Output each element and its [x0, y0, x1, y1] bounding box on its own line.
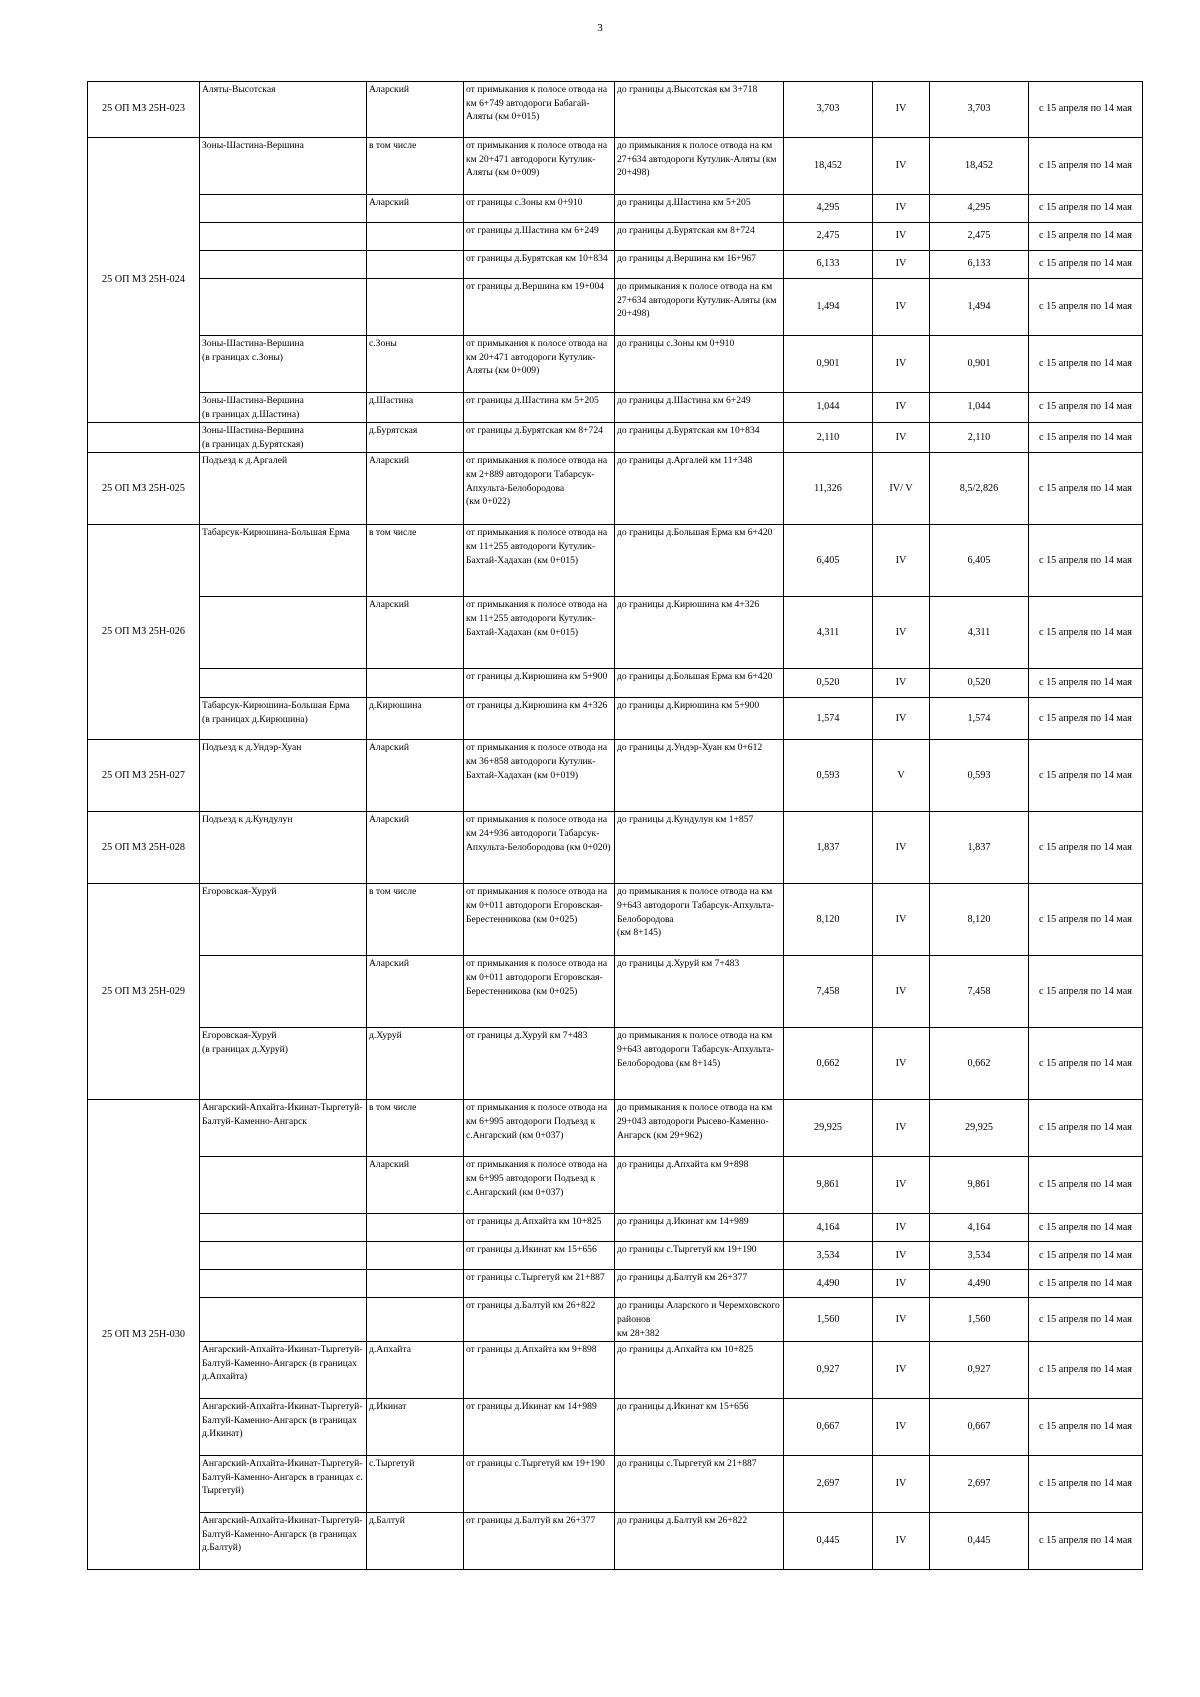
restricted-length-cell: 4,490: [930, 1270, 1029, 1298]
table-row: [88, 453, 1143, 525]
section-start-cell: от границы д.Апхайта км 9+898: [464, 1342, 615, 1399]
section-start-cell: от примыкания к полосе отвода на км 0+011 автодороги Егоровская-Берестенникова (км 0+025): [464, 956, 615, 1028]
period-cell: с 15 апреля по 14 мая: [1029, 1456, 1143, 1513]
period-cell: с 15 апреля по 14 мая: [1029, 1214, 1143, 1242]
section-end-cell: до границы д.Аргалей км 11+348: [615, 453, 784, 525]
table-row: [88, 393, 1143, 423]
area-cell: Аларский: [367, 195, 464, 223]
section-start-cell: от примыкания к полосе отвода на км 11+255 автодороги Кутулик-Бахтай-Хадахан (км 0+015): [464, 597, 615, 669]
category-cell: IV: [873, 1399, 930, 1456]
table-row: [88, 1342, 1143, 1399]
restricted-length-cell: 1,044: [930, 393, 1029, 423]
area-cell: в том числе: [367, 138, 464, 195]
length-cell: 1,494: [784, 279, 873, 336]
road-name-cell: Аляты-Высотская: [200, 82, 367, 138]
length-cell: 9,861: [784, 1157, 873, 1214]
period-cell: с 15 апреля по 14 мая: [1029, 812, 1143, 884]
category-cell: IV: [873, 393, 930, 423]
section-end-cell: до границы Аларского и Черемховского районов км 28+382: [615, 1298, 784, 1342]
section-start-cell: от примыкания к полосе отвода на км 2+889 автодороги Табарсук-Апхульта-Белобородова (км 0+022): [464, 453, 615, 525]
road-name-cell: Ангарский-Апхайта-Икинат-Тыргетуй-Балтуй-Каменно-Ангарск (в границах д.Икинат): [200, 1399, 367, 1456]
section-end-cell: до границы д.Шастина км 6+249: [615, 393, 784, 423]
section-start-cell: от границы д.Кирюшина км 5+900: [464, 669, 615, 698]
section-start-cell: от границы д.Балтуй км 26+822: [464, 1298, 615, 1342]
length-cell: 1,560: [784, 1298, 873, 1342]
length-cell: 4,311: [784, 597, 873, 669]
area-cell: с.Тыргетуй: [367, 1456, 464, 1513]
section-end-cell: до границы д.Икинат км 15+656: [615, 1399, 784, 1456]
area-cell: д.Шастина: [367, 393, 464, 423]
section-end-cell: до границы д.Большая Ерма км 6+420: [615, 669, 784, 698]
category-cell: IV: [873, 1214, 930, 1242]
section-end-cell: до границы д.Шастина км 5+205: [615, 195, 784, 223]
period-cell: с 15 апреля по 14 мая: [1029, 597, 1143, 669]
length-cell: 0,667: [784, 1399, 873, 1456]
length-cell: 2,475: [784, 223, 873, 251]
length-cell: 29,925: [784, 1100, 873, 1157]
restricted-length-cell: 0,901: [930, 336, 1029, 393]
period-cell: с 15 апреля по 14 мая: [1029, 884, 1143, 956]
category-cell: IV: [873, 884, 930, 956]
period-cell: с 15 апреля по 14 мая: [1029, 453, 1143, 525]
area-cell: д.Икинат: [367, 1399, 464, 1456]
road-name-cell: [200, 956, 367, 1028]
period-cell: с 15 апреля по 14 мая: [1029, 1399, 1143, 1456]
period-cell: с 15 апреля по 14 мая: [1029, 956, 1143, 1028]
table-row: [88, 1028, 1143, 1100]
restricted-length-cell: 3,534: [930, 1242, 1029, 1270]
period-cell: с 15 апреля по 14 мая: [1029, 1100, 1143, 1157]
length-cell: 1,574: [784, 698, 873, 740]
restricted-length-cell: 18,452: [930, 138, 1029, 195]
restricted-length-cell: 6,405: [930, 525, 1029, 597]
section-start-cell: от границы д.Хуруй км 7+483: [464, 1028, 615, 1100]
table-row: [88, 1298, 1143, 1342]
restricted-length-cell: 2,475: [930, 223, 1029, 251]
category-cell: IV: [873, 1157, 930, 1214]
table-row: [88, 138, 1143, 195]
road-name-cell: Егоровская-Хуруй: [200, 884, 367, 956]
section-start-cell: от границы д.Бурятская км 8+724: [464, 423, 615, 453]
road-name-cell: Зоны-Шастина-Вершина (в границах с.Зоны): [200, 336, 367, 393]
period-cell: с 15 апреля по 14 мая: [1029, 251, 1143, 279]
length-cell: 0,520: [784, 669, 873, 698]
page-number: 3: [597, 22, 603, 34]
section-end-cell: до границы д.Кирюшина км 5+900: [615, 698, 784, 740]
period-cell: с 15 апреля по 14 мая: [1029, 669, 1143, 698]
road-name-cell: Егоровская-Хуруй (в границах д.Хуруй): [200, 1028, 367, 1100]
road-name-cell: [200, 195, 367, 223]
category-cell: IV: [873, 812, 930, 884]
table-row: [88, 525, 1143, 597]
restricted-length-cell: 1,560: [930, 1298, 1029, 1342]
length-cell: 7,458: [784, 956, 873, 1028]
category-cell: IV: [873, 1028, 930, 1100]
table-row: [88, 669, 1143, 698]
restricted-length-cell: 0,445: [930, 1513, 1029, 1570]
length-cell: 1,837: [784, 812, 873, 884]
section-start-cell: от примыкания к полосе отвода на км 6+995 автодороги Подъезд к с.Ангарский (км 0+037): [464, 1157, 615, 1214]
table-row: [88, 1100, 1143, 1157]
road-name-cell: [200, 597, 367, 669]
road-name-cell: Зоны-Шастина-Вершина: [200, 138, 367, 195]
period-cell: с 15 апреля по 14 мая: [1029, 1270, 1143, 1298]
category-cell: IV/ V: [873, 453, 930, 525]
table-row: [88, 740, 1143, 812]
category-cell: IV: [873, 279, 930, 336]
category-cell: IV: [873, 1270, 930, 1298]
area-cell: Аларский: [367, 82, 464, 138]
road-name-cell: Ангарский-Апхайта-Икинат-Тыргетуй-Балтуй-Каменно-Ангарск: [200, 1100, 367, 1157]
restricted-length-cell: 0,927: [930, 1342, 1029, 1399]
length-cell: 0,662: [784, 1028, 873, 1100]
section-start-cell: от примыкания к полосе отвода на км 6+995 автодороги Подъезд к с.Ангарский (км 0+037): [464, 1100, 615, 1157]
road-name-cell: Ангарский-Апхайта-Икинат-Тыргетуй-Балтуй-Каменно-Ангарск (в границах д.Балтуй): [200, 1513, 367, 1570]
category-cell: IV: [873, 1298, 930, 1342]
period-cell: с 15 апреля по 14 мая: [1029, 740, 1143, 812]
table-row: [88, 1214, 1143, 1242]
section-end-cell: до границы д.Бурятская км 8+724: [615, 223, 784, 251]
road-name-cell: Зоны-Шастина-Вершина (в границах д.Шастина): [200, 393, 367, 423]
section-start-cell: от границы д.Шастина км 6+249: [464, 223, 615, 251]
road-number-cell: 25 ОП МЗ 25Н-025: [88, 453, 200, 525]
section-start-cell: от границы д.Бурятская км 10+834: [464, 251, 615, 279]
period-cell: с 15 апреля по 14 мая: [1029, 1342, 1143, 1399]
road-name-cell: [200, 1242, 367, 1270]
road-name-cell: [200, 251, 367, 279]
section-end-cell: до границы д.Большая Ерма км 6+420: [615, 525, 784, 597]
road-name-cell: Ангарский-Апхайта-Икинат-Тыргетуй-Балтуй-Каменно-Ангарск в границах с. Тыргетуй): [200, 1456, 367, 1513]
area-cell: [367, 669, 464, 698]
category-cell: IV: [873, 1513, 930, 1570]
section-start-cell: от границы с.Тыргетуй км 21+887: [464, 1270, 615, 1298]
restricted-length-cell: 4,164: [930, 1214, 1029, 1242]
section-end-cell: до границы д.Апхайта км 9+898: [615, 1157, 784, 1214]
length-cell: 6,133: [784, 251, 873, 279]
area-cell: Аларский: [367, 453, 464, 525]
table-row: [88, 223, 1143, 251]
category-cell: IV: [873, 251, 930, 279]
category-cell: IV: [873, 1242, 930, 1270]
road-name-cell: Подъезд к д.Кундулун: [200, 812, 367, 884]
table-row: [88, 1157, 1143, 1214]
section-start-cell: от примыкания к полосе отвода на км 6+749 автодороги Бабагай-Аляты (км 0+015): [464, 82, 615, 138]
table-row: [88, 884, 1143, 956]
road-name-cell: Табарсук-Кирюшина-Большая Ерма: [200, 525, 367, 597]
category-cell: IV: [873, 1100, 930, 1157]
road-number-cell: 25 ОП МЗ 25Н-026: [88, 525, 200, 740]
section-end-cell: до границы д.Кундулун км 1+857: [615, 812, 784, 884]
section-end-cell: до границы д.Кирюшина км 4+326: [615, 597, 784, 669]
period-cell: с 15 апреля по 14 мая: [1029, 393, 1143, 423]
area-cell: в том числе: [367, 1100, 464, 1157]
category-cell: IV: [873, 223, 930, 251]
section-start-cell: от примыкания к полосе отвода на км 20+471 автодороги Кутулик-Аляты (км 0+009): [464, 336, 615, 393]
section-end-cell: до границы с.Зоны км 0+910: [615, 336, 784, 393]
section-end-cell: до границы д.Апхайта км 10+825: [615, 1342, 784, 1399]
table-row: [88, 1513, 1143, 1570]
section-start-cell: от примыкания к полосе отвода на км 20+471 автодороги Кутулик-Аляты (км 0+009): [464, 138, 615, 195]
table-row: [88, 1399, 1143, 1456]
table-row: [88, 279, 1143, 336]
restricted-length-cell: 0,662: [930, 1028, 1029, 1100]
period-cell: с 15 апреля по 14 мая: [1029, 1513, 1143, 1570]
area-cell: Аларский: [367, 740, 464, 812]
section-start-cell: от границы д.Шастина км 5+205: [464, 393, 615, 423]
road-name-cell: Ангарский-Апхайта-Икинат-Тыргетуй-Балтуй-Каменно-Ангарск (в границах д.Апхайта): [200, 1342, 367, 1399]
table-row: [88, 195, 1143, 223]
road-name-cell: [200, 279, 367, 336]
section-start-cell: от примыкания к полосе отвода на км 36+858 автодороги Кутулик-Бахтай-Хадахан (км 0+019): [464, 740, 615, 812]
period-cell: с 15 апреля по 14 мая: [1029, 1242, 1143, 1270]
category-cell: IV: [873, 336, 930, 393]
period-cell: с 15 апреля по 14 мая: [1029, 279, 1143, 336]
area-cell: д.Хуруй: [367, 1028, 464, 1100]
length-cell: 18,452: [784, 138, 873, 195]
section-start-cell: от границы д.Икинат км 14+989: [464, 1399, 615, 1456]
period-cell: с 15 апреля по 14 мая: [1029, 698, 1143, 740]
period-cell: с 15 апреля по 14 мая: [1029, 1157, 1143, 1214]
table-row: [88, 423, 1143, 453]
table-row: [88, 251, 1143, 279]
length-cell: 6,405: [784, 525, 873, 597]
category-cell: IV: [873, 1342, 930, 1399]
road-name-cell: Табарсук-Кирюшина-Большая Ерма (в границах д.Кирюшина): [200, 698, 367, 740]
category-cell: IV: [873, 698, 930, 740]
section-start-cell: от границы д.Апхайта км 10+825: [464, 1214, 615, 1242]
road-number-cell: 25 ОП МЗ 25Н-029: [88, 884, 200, 1100]
section-end-cell: до границы д.Хуруй км 7+483: [615, 956, 784, 1028]
restricted-length-cell: 6,133: [930, 251, 1029, 279]
table-row: [88, 1456, 1143, 1513]
section-start-cell: от границы с.Тыргетуй км 19+190: [464, 1456, 615, 1513]
restricted-length-cell: 4,295: [930, 195, 1029, 223]
road-name-cell: Зоны-Шастина-Вершина (в границах д.Бурятская): [200, 423, 367, 453]
table-row: [88, 812, 1143, 884]
section-end-cell: до примыкания к полосе отвода на км 9+643 автодороги Табарсук-Апхульта-Белобородова (км 8+145): [615, 884, 784, 956]
section-end-cell: до границы с.Тыргетуй км 21+887: [615, 1456, 784, 1513]
restricted-length-cell: 1,494: [930, 279, 1029, 336]
period-cell: с 15 апреля по 14 мая: [1029, 336, 1143, 393]
section-end-cell: до границы д.Бурятская км 10+834: [615, 423, 784, 453]
area-cell: д.Апхайта: [367, 1342, 464, 1399]
restricted-length-cell: 2,110: [930, 423, 1029, 453]
table-row: [88, 698, 1143, 740]
road-name-cell: [200, 669, 367, 698]
area-cell: д.Бурятская: [367, 423, 464, 453]
table-row: [88, 1270, 1143, 1298]
section-end-cell: до примыкания к полосе отвода на км 29+043 автодороги Рысево-Каменно-Ангарск (км 29+962): [615, 1100, 784, 1157]
length-cell: 4,295: [784, 195, 873, 223]
road-name-cell: [200, 1214, 367, 1242]
area-cell: Аларский: [367, 1157, 464, 1214]
category-cell: IV: [873, 1456, 930, 1513]
restricted-length-cell: 0,667: [930, 1399, 1029, 1456]
section-end-cell: до примыкания к полосе отвода на км 27+634 автодороги Кутулик-Аляты (км 20+498): [615, 138, 784, 195]
area-cell: Аларский: [367, 812, 464, 884]
section-start-cell: от примыкания к полосе отвода на км 11+255 автодороги Кутулик-Бахтай-Хадахан (км 0+015): [464, 525, 615, 597]
length-cell: 3,703: [784, 82, 873, 138]
table-row: [88, 956, 1143, 1028]
section-end-cell: до примыкания к полосе отвода на км 27+634 автодороги Кутулик-Аляты (км 20+498): [615, 279, 784, 336]
restricted-length-cell: 7,458: [930, 956, 1029, 1028]
category-cell: IV: [873, 423, 930, 453]
category-cell: IV: [873, 525, 930, 597]
section-start-cell: от границы д.Вершина км 19+004: [464, 279, 615, 336]
length-cell: 0,445: [784, 1513, 873, 1570]
section-start-cell: от примыкания к полосе отвода на км 0+011 автодороги Егоровская-Берестенникова (км 0+025): [464, 884, 615, 956]
restricted-length-cell: 4,311: [930, 597, 1029, 669]
section-end-cell: до границы с.Тыргетуй км 19+190: [615, 1242, 784, 1270]
road-number-cell: 25 ОП МЗ 25Н-023: [88, 82, 200, 138]
table-row: [88, 336, 1143, 393]
roads-restriction-table: [87, 81, 1143, 1570]
period-cell: с 15 апреля по 14 мая: [1029, 423, 1143, 453]
road-number-cell: 25 ОП МЗ 25Н-027: [88, 740, 200, 812]
area-cell: в том числе: [367, 525, 464, 597]
restricted-length-cell: 1,837: [930, 812, 1029, 884]
table-body: [88, 82, 1143, 1570]
section-end-cell: до границы д.Икинат км 14+989: [615, 1214, 784, 1242]
section-start-cell: от границы д.Балтуй км 26+377: [464, 1513, 615, 1570]
category-cell: IV: [873, 956, 930, 1028]
length-cell: 2,697: [784, 1456, 873, 1513]
restricted-length-cell: 0,593: [930, 740, 1029, 812]
road-number-cell: 25 ОП МЗ 25Н-028: [88, 812, 200, 884]
road-number-cell: [88, 423, 200, 453]
category-cell: IV: [873, 597, 930, 669]
length-cell: 0,593: [784, 740, 873, 812]
section-end-cell: до границы д.Балтуй км 26+377: [615, 1270, 784, 1298]
table-row: [88, 597, 1143, 669]
period-cell: с 15 апреля по 14 мая: [1029, 138, 1143, 195]
road-name-cell: Подъезд к д.Аргалей: [200, 453, 367, 525]
period-cell: с 15 апреля по 14 мая: [1029, 1298, 1143, 1342]
period-cell: с 15 апреля по 14 мая: [1029, 525, 1143, 597]
category-cell: IV: [873, 138, 930, 195]
category-cell: IV: [873, 82, 930, 138]
road-name-cell: [200, 1157, 367, 1214]
road-number-cell: 25 ОП МЗ 25Н-030: [88, 1100, 200, 1570]
restricted-length-cell: 8,120: [930, 884, 1029, 956]
section-start-cell: от границы с.Зоны км 0+910: [464, 195, 615, 223]
area-cell: [367, 1214, 464, 1242]
road-name-cell: [200, 223, 367, 251]
road-number-cell: 25 ОП МЗ 25Н-024: [88, 138, 200, 423]
restricted-length-cell: 9,861: [930, 1157, 1029, 1214]
length-cell: 8,120: [784, 884, 873, 956]
restricted-length-cell: 2,697: [930, 1456, 1029, 1513]
section-end-cell: до примыкания к полосе отвода на км 9+643 автодороги Табарсук-Апхульта-Белобородова (км 8+145): [615, 1028, 784, 1100]
category-cell: V: [873, 740, 930, 812]
section-end-cell: до границы д.Высотская км 3+718: [615, 82, 784, 138]
section-end-cell: до границы д.Вершина км 16+967: [615, 251, 784, 279]
table-row: [88, 1242, 1143, 1270]
area-cell: [367, 251, 464, 279]
area-cell: в том числе: [367, 884, 464, 956]
period-cell: с 15 апреля по 14 мая: [1029, 223, 1143, 251]
period-cell: с 15 апреля по 14 мая: [1029, 82, 1143, 138]
length-cell: 0,927: [784, 1342, 873, 1399]
section-end-cell: до границы д.Ундэр-Хуан км 0+612: [615, 740, 784, 812]
category-cell: IV: [873, 195, 930, 223]
length-cell: 1,044: [784, 393, 873, 423]
area-cell: [367, 1242, 464, 1270]
restricted-length-cell: 29,925: [930, 1100, 1029, 1157]
area-cell: [367, 279, 464, 336]
area-cell: Аларский: [367, 956, 464, 1028]
length-cell: 11,326: [784, 453, 873, 525]
section-start-cell: от границы д.Икинат км 15+656: [464, 1242, 615, 1270]
period-cell: с 15 апреля по 14 мая: [1029, 1028, 1143, 1100]
section-start-cell: от границы д.Кирюшина км 4+326: [464, 698, 615, 740]
road-name-cell: [200, 1298, 367, 1342]
length-cell: 3,534: [784, 1242, 873, 1270]
period-cell: с 15 апреля по 14 мая: [1029, 195, 1143, 223]
road-name-cell: [200, 1270, 367, 1298]
length-cell: 4,164: [784, 1214, 873, 1242]
section-start-cell: от примыкания к полосе отвода на км 24+936 автодороги Табарсук-Апхульта-Белобородова (км 0+020): [464, 812, 615, 884]
restricted-length-cell: 0,520: [930, 669, 1029, 698]
restricted-length-cell: 8,5/2,826: [930, 453, 1029, 525]
restricted-length-cell: 3,703: [930, 82, 1029, 138]
length-cell: 0,901: [784, 336, 873, 393]
area-cell: д.Кирюшина: [367, 698, 464, 740]
area-cell: [367, 1270, 464, 1298]
category-cell: IV: [873, 669, 930, 698]
restricted-length-cell: 1,574: [930, 698, 1029, 740]
area-cell: с.Зоны: [367, 336, 464, 393]
area-cell: [367, 223, 464, 251]
length-cell: 2,110: [784, 423, 873, 453]
area-cell: д.Балтуй: [367, 1513, 464, 1570]
area-cell: Аларский: [367, 597, 464, 669]
area-cell: [367, 1298, 464, 1342]
road-name-cell: Подъезд к д.Ундэр-Хуан: [200, 740, 367, 812]
section-end-cell: до границы д.Балтуй км 26+822: [615, 1513, 784, 1570]
length-cell: 4,490: [784, 1270, 873, 1298]
table-row: [88, 82, 1143, 138]
